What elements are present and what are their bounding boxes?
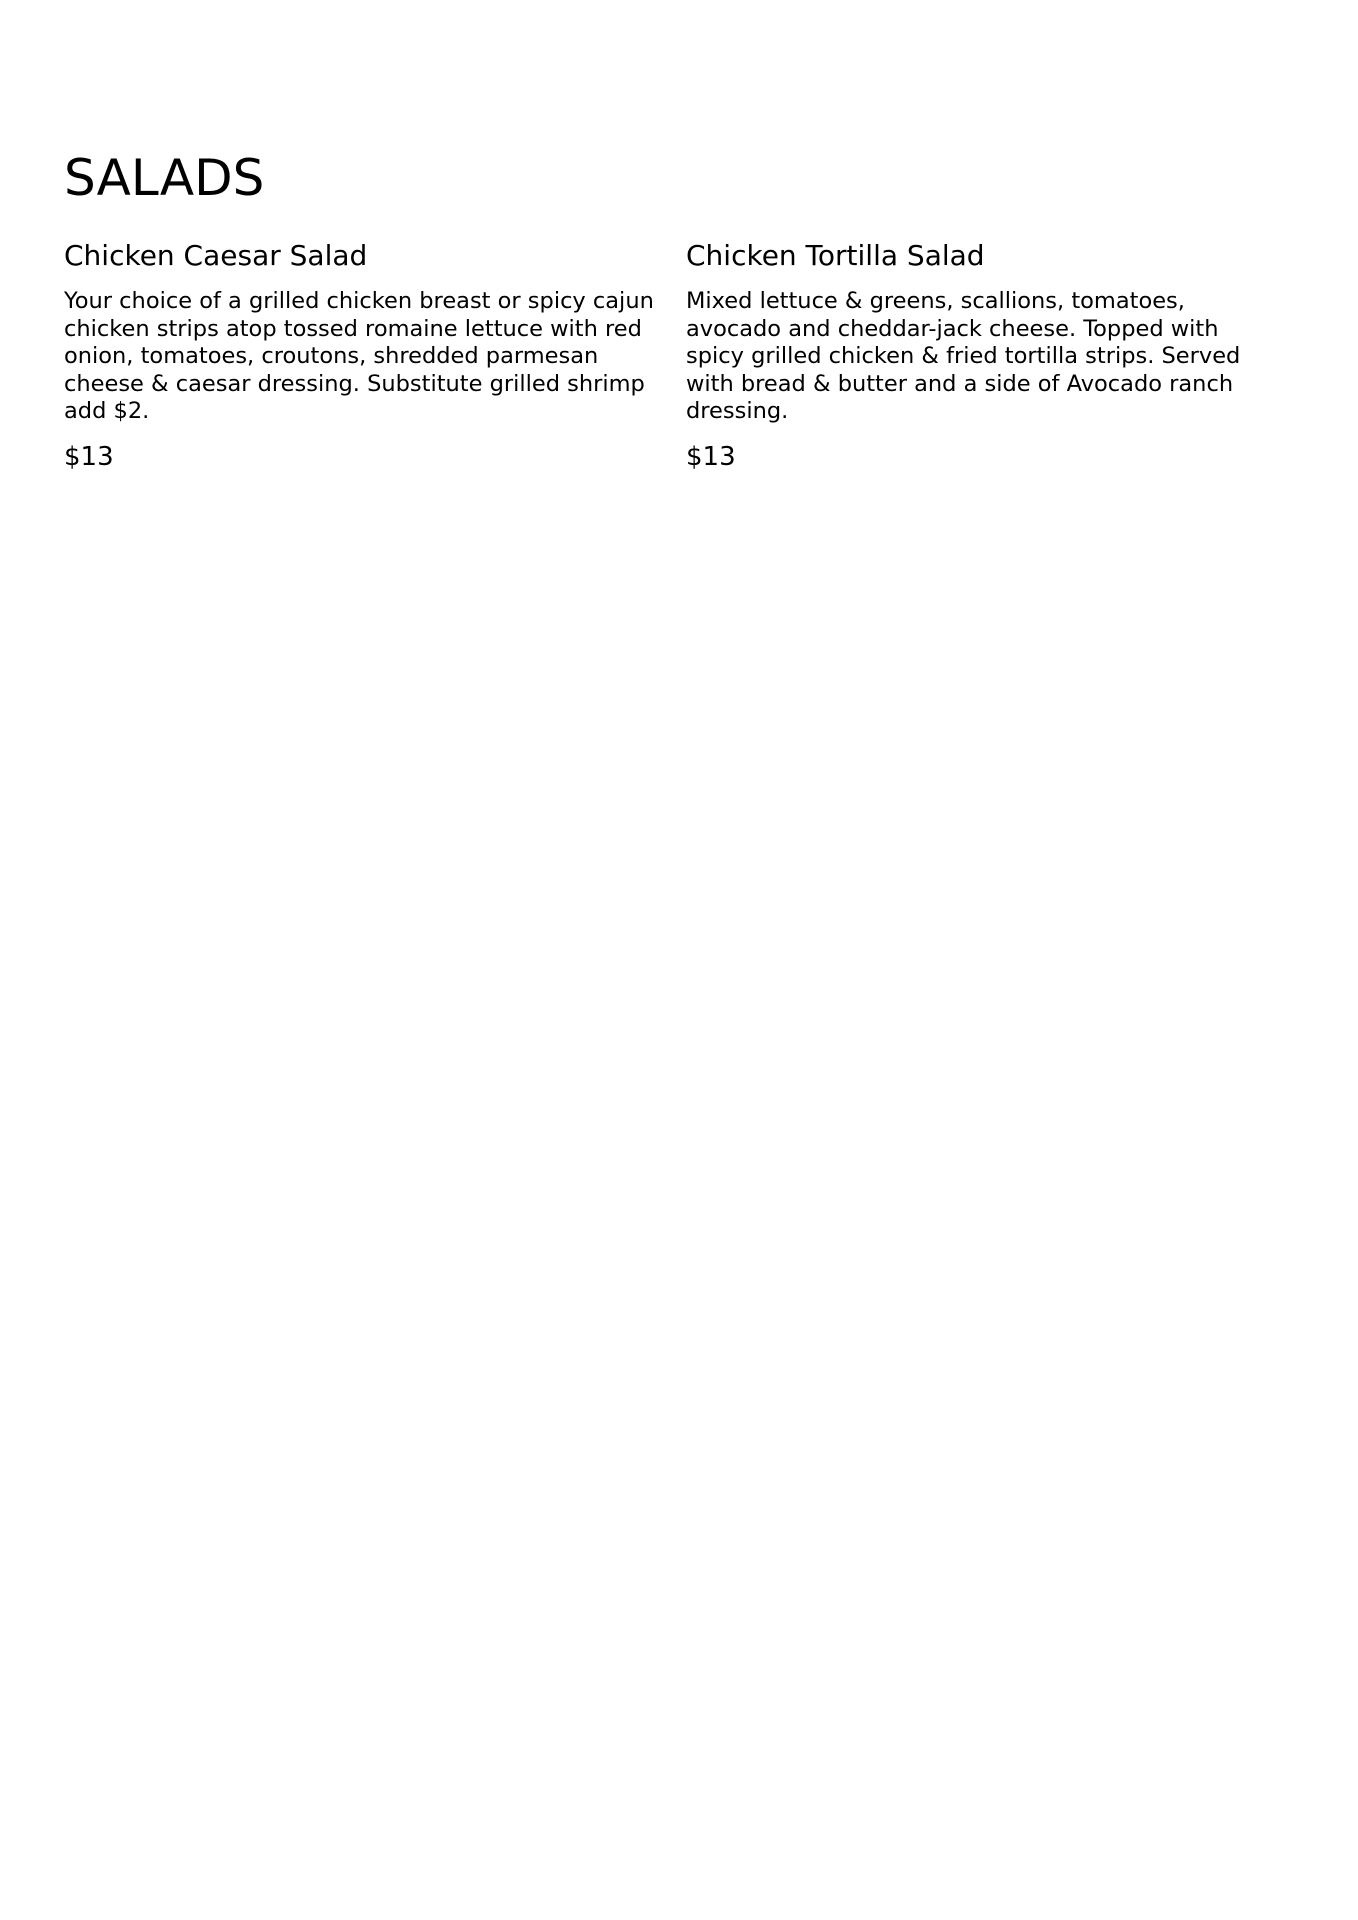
section-title: SALADS	[64, 149, 265, 207]
item-name: Chicken Caesar Salad	[64, 239, 368, 272]
item-price: $13	[64, 441, 114, 472]
menu-item-chicken-tortilla-salad	[686, 236, 1276, 474]
menu-item-chicken-caesar-salad	[64, 236, 654, 474]
item-description: Mixed lettuce & greens, scallions, tomatoes, avocado and cheddar-jack cheese. Topped with spicy grilled chicken & fried tortilla strips. Served with bread & butter and a side of Avocado ranch dressing.	[686, 288, 1241, 425]
item-price: $13	[686, 441, 736, 472]
item-description: Your choice of a grilled chicken breast or spicy cajun chicken strips atop tossed romaine lettuce with red onion, tomatoes, croutons, shredded parmesan cheese & caesar dressing. Substitute grilled shrimp add $2.	[64, 288, 654, 425]
item-name: Chicken Tortilla Salad	[686, 239, 985, 272]
